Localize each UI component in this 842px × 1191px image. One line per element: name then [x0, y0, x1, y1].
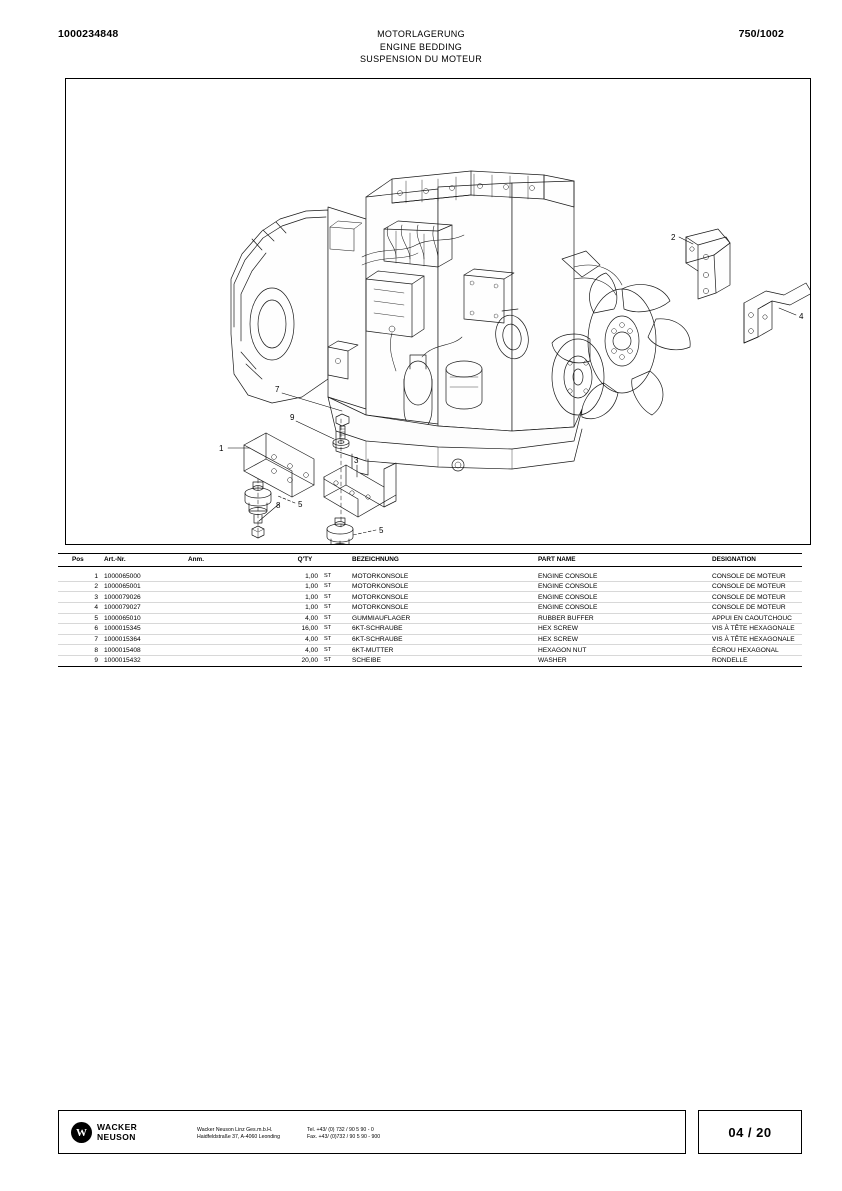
- cell-part-name: ENGINE CONSOLE: [535, 592, 709, 603]
- cell-art-nr: 1000015432: [101, 655, 185, 666]
- cell-designation: ÉCROU HEXAGONAL: [709, 645, 802, 656]
- document-number: 1000234848: [58, 28, 119, 40]
- title-french: SUSPENSION DU MOTEUR: [359, 54, 482, 64]
- callout-9-upper: 9: [290, 413, 295, 422]
- cell-part-name: ENGINE CONSOLE: [535, 602, 709, 613]
- exploded-view-illustration: [65, 78, 811, 545]
- cell-pos: 9: [58, 655, 101, 666]
- leader-9-upper: [296, 421, 334, 439]
- table-row: [58, 624, 802, 635]
- cell-qty: 1,00: [261, 581, 321, 592]
- cell-art-nr: 1000079026: [101, 592, 185, 603]
- logo-line-1: WACKER: [97, 1122, 138, 1132]
- table-row: [58, 634, 802, 645]
- column-header-anm: Anm.: [185, 554, 261, 567]
- engine-diagram: [66, 79, 810, 544]
- cell-pos: 5: [58, 613, 101, 624]
- column-header-art-nr: Art.-Nr.: [101, 554, 185, 567]
- cell-bezeichnung: SCHEIBE: [349, 655, 535, 666]
- page-reference: 750/1002: [738, 28, 784, 40]
- cell-designation: VIS À TÊTE HEXAGONALE: [709, 634, 802, 645]
- cell-anm: [185, 645, 261, 656]
- page-number-box: 04 / 20: [698, 1110, 802, 1154]
- cell-anm: [185, 581, 261, 592]
- footer-company-box: [58, 1110, 686, 1154]
- cell-designation: VIS À TÊTE HEXAGONALE: [709, 624, 802, 635]
- part-2-console: [686, 229, 730, 299]
- table-row: [58, 581, 802, 592]
- address-line-1: Wacker Neuson Linz Ges.m.b.H.: [197, 1127, 273, 1133]
- company-contact: [307, 1127, 380, 1141]
- table-row: [58, 613, 802, 624]
- title-german: MOTORLAGERUNG: [377, 29, 465, 39]
- cell-art-nr: 1000065001: [101, 581, 185, 592]
- table-row: [58, 655, 802, 666]
- cell-designation: CONSOLE DE MOTEUR: [709, 592, 802, 603]
- part-5-rubber-buffer-right: [327, 518, 353, 544]
- column-header-designation: DESIGNATION: [709, 554, 802, 567]
- cell-pos: 4: [58, 602, 101, 613]
- callout-1: 1: [219, 444, 224, 453]
- cell-unit: ST: [321, 592, 349, 603]
- cell-art-nr: 1000065000: [101, 566, 185, 581]
- cell-part-name: HEXAGON NUT: [535, 645, 709, 656]
- cell-art-nr: 1000015408: [101, 645, 185, 656]
- cell-unit: ST: [321, 613, 349, 624]
- cell-bezeichnung: 6KT-SCHRAUBE: [349, 624, 535, 635]
- cell-pos: 8: [58, 645, 101, 656]
- cell-pos: 7: [58, 634, 101, 645]
- cell-pos: 6: [58, 624, 101, 635]
- cell-qty: 4,00: [261, 645, 321, 656]
- company-address: [197, 1127, 280, 1141]
- leader-4: [779, 308, 796, 315]
- tel-line-1: Tel. +43/ (0) 732 / 90 5 90 - 0: [307, 1127, 374, 1133]
- logo-line-2: NEUSON: [97, 1131, 136, 1142]
- cell-part-name: HEX SCREW: [535, 634, 709, 645]
- cell-pos: 3: [58, 592, 101, 603]
- cell-bezeichnung: GUMMIAUFLAGER: [349, 613, 535, 624]
- cell-bezeichnung: MOTORKONSOLE: [349, 566, 535, 581]
- cell-art-nr: 1000015364: [101, 634, 185, 645]
- cell-pos: 1: [58, 566, 101, 581]
- cell-qty: 20,00: [261, 655, 321, 666]
- callout-8-left: 8: [276, 501, 281, 510]
- tel-line-2: Fax. +43/ (0)732 / 90 5 90 - 900: [307, 1134, 381, 1140]
- page-footer: [58, 1110, 802, 1154]
- cell-part-name: ENGINE CONSOLE: [535, 581, 709, 592]
- callout-5-left: 5: [298, 500, 303, 509]
- cell-unit: ST: [321, 624, 349, 635]
- cell-art-nr: 1000079027: [101, 602, 185, 613]
- page-title: [58, 28, 784, 66]
- part-1-console: [244, 433, 314, 497]
- cell-art-nr: 1000065010: [101, 613, 185, 624]
- cell-part-name: RUBBER BUFFER: [535, 613, 709, 624]
- cell-unit: ST: [321, 634, 349, 645]
- cell-qty: 1,00: [261, 566, 321, 581]
- cell-qty: 16,00: [261, 624, 321, 635]
- callout-2: 2: [671, 233, 676, 242]
- company-logo-text: [97, 1123, 137, 1142]
- cell-anm: [185, 613, 261, 624]
- cell-unit: ST: [321, 581, 349, 592]
- table-row: [58, 566, 802, 581]
- cell-qty: 1,00: [261, 592, 321, 603]
- cell-bezeichnung: MOTORKONSOLE: [349, 592, 535, 603]
- cell-anm: [185, 592, 261, 603]
- cell-bezeichnung: MOTORKONSOLE: [349, 581, 535, 592]
- cell-designation: RONDELLE: [709, 655, 802, 666]
- parts-table: [58, 553, 802, 667]
- table-header-row: [58, 554, 802, 567]
- cell-art-nr: 1000015345: [101, 624, 185, 635]
- company-logo: [71, 1122, 137, 1143]
- column-header-bezeichnung: BEZEICHNUNG: [349, 554, 535, 567]
- cell-unit: ST: [321, 645, 349, 656]
- table-row: [58, 602, 802, 613]
- cell-part-name: HEX SCREW: [535, 624, 709, 635]
- table-row: [58, 592, 802, 603]
- cell-designation: CONSOLE DE MOTEUR: [709, 581, 802, 592]
- callout-5-right: 5: [379, 526, 384, 535]
- column-header-pos: Pos: [58, 554, 101, 567]
- parts-table-header: [58, 554, 802, 567]
- cell-unit: ST: [321, 655, 349, 666]
- cell-bezeichnung: 6KT-SCHRAUBE: [349, 634, 535, 645]
- cell-pos: 2: [58, 581, 101, 592]
- callout-4: 4: [799, 312, 804, 321]
- cell-qty: 4,00: [261, 634, 321, 645]
- cell-anm: [185, 655, 261, 666]
- part-3-console: [324, 463, 396, 517]
- callout-7: 7: [275, 385, 280, 394]
- cell-bezeichnung: 6KT-MUTTER: [349, 645, 535, 656]
- cell-anm: [185, 624, 261, 635]
- title-english: ENGINE BEDDING: [379, 41, 463, 52]
- cell-unit: ST: [321, 602, 349, 613]
- cell-qty: 4,00: [261, 613, 321, 624]
- cell-designation: CONSOLE DE MOTEUR: [709, 602, 802, 613]
- page-header: [58, 28, 784, 72]
- column-header-qty: Q'TY: [261, 554, 349, 567]
- cell-designation: APPUI EN CAOUTCHOUC: [709, 613, 802, 624]
- column-header-part-name: PART NAME: [535, 554, 709, 567]
- cell-anm: [185, 566, 261, 581]
- wacker-neuson-logo-icon: W: [71, 1122, 92, 1143]
- cell-bezeichnung: MOTORKONSOLE: [349, 602, 535, 613]
- table-row: [58, 645, 802, 656]
- cell-qty: 1,00: [261, 602, 321, 613]
- cell-anm: [185, 602, 261, 613]
- leader-5-right: [353, 530, 376, 535]
- cell-part-name: WASHER: [535, 655, 709, 666]
- cell-part-name: ENGINE CONSOLE: [535, 566, 709, 581]
- address-line-2: Haidfeldstraße 37, A-4060 Leonding: [197, 1134, 281, 1140]
- cell-anm: [185, 634, 261, 645]
- parts-table-body: [58, 566, 802, 666]
- cell-unit: ST: [321, 566, 349, 581]
- cell-designation: CONSOLE DE MOTEUR: [709, 566, 802, 581]
- callout-3: 3: [354, 456, 359, 465]
